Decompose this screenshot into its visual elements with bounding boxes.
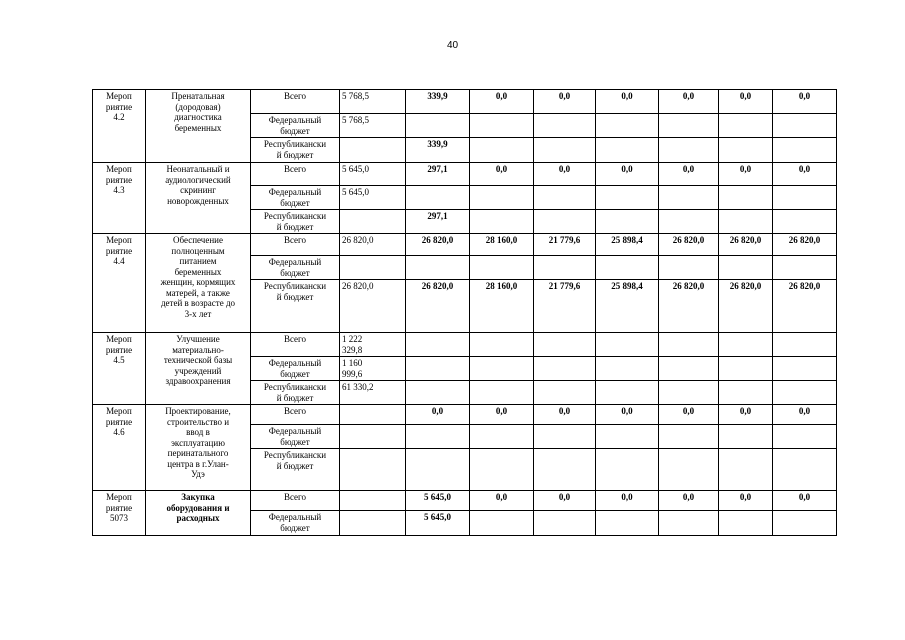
year-amount-2 [470,114,534,138]
funding-source: Всего [251,491,340,511]
year-amount-2: 0,0 [470,163,534,186]
year-amount-4: 0,0 [596,405,659,425]
year-amount-5: 26 820,0 [659,280,719,333]
year-amount-1 [406,114,470,138]
funding-source: Федеральный бюджет [251,114,340,138]
year-amount-1: 297,1 [406,163,470,186]
total-amount: 1 160 999,6 [340,357,406,381]
funding-source: Всего [251,163,340,186]
funding-source: Всего [251,333,340,357]
total-amount: 5 768,5 [340,90,406,114]
year-amount-7: 0,0 [773,163,837,186]
year-amount-4 [596,333,659,357]
year-amount-3 [534,114,596,138]
year-amount-2: 28 160,0 [470,280,534,333]
year-amount-4 [596,381,659,405]
total-amount: 1 222 329,8 [340,333,406,357]
year-amount-1: 0,0 [406,405,470,425]
year-amount-4: 25 898,4 [596,234,659,256]
funding-source: Федеральный бюджет [251,256,340,280]
measure-name: Проектирование, строительство и ввод в эксплуатацию перинатального центра в г.Улан- Удэ [146,405,251,491]
year-amount-5 [659,425,719,449]
year-amount-7 [773,186,837,210]
total-amount: 26 820,0 [340,234,406,256]
year-amount-2 [470,256,534,280]
year-amount-7: 0,0 [773,491,837,511]
year-amount-2 [470,381,534,405]
year-amount-2 [470,511,534,536]
year-amount-5 [659,381,719,405]
year-amount-1: 5 645,0 [406,511,470,536]
year-amount-7 [773,138,837,163]
year-amount-2 [470,138,534,163]
year-amount-7: 0,0 [773,405,837,425]
year-amount-5: 0,0 [659,90,719,114]
table-row [93,90,837,114]
total-amount [340,425,406,449]
year-amount-6: 26 820,0 [719,234,773,256]
measure-id: Мероп риятие 4.3 [93,163,146,234]
year-amount-6 [719,511,773,536]
year-amount-6 [719,186,773,210]
year-amount-5 [659,210,719,234]
year-amount-1: 297,1 [406,210,470,234]
funding-source: Всего [251,90,340,114]
measure-id: Мероп риятие 4.5 [93,333,146,405]
year-amount-2 [470,357,534,381]
measure-name: Пренатальная (дородовая) диагностика беременных [146,90,251,163]
measure-id: Мероп риятие 5073 [93,491,146,536]
year-amount-7 [773,511,837,536]
year-amount-1: 339,9 [406,90,470,114]
year-amount-3: 0,0 [534,163,596,186]
total-amount [340,138,406,163]
total-amount [340,405,406,425]
year-amount-3 [534,138,596,163]
year-amount-5 [659,186,719,210]
measure-name: Неонатальный и аудиологический скрининг новорожденных [146,163,251,234]
year-amount-6: 0,0 [719,90,773,114]
year-amount-2: 0,0 [470,405,534,425]
year-amount-6 [719,210,773,234]
funding-source: Республикански й бюджет [251,210,340,234]
funding-source: Республикански й бюджет [251,138,340,163]
year-amount-6: 0,0 [719,491,773,511]
table-row [93,234,837,256]
year-amount-5 [659,114,719,138]
year-amount-1: 339,9 [406,138,470,163]
total-amount: 5 645,0 [340,186,406,210]
year-amount-6 [719,138,773,163]
year-amount-1 [406,256,470,280]
year-amount-1: 26 820,0 [406,280,470,333]
funding-source: Федеральный бюджет [251,511,340,536]
year-amount-1: 26 820,0 [406,234,470,256]
year-amount-4: 0,0 [596,90,659,114]
measure-id: Мероп риятие 4.6 [93,405,146,491]
year-amount-6 [719,256,773,280]
year-amount-4: 0,0 [596,163,659,186]
year-amount-2 [470,210,534,234]
year-amount-6 [719,333,773,357]
year-amount-3 [534,186,596,210]
year-amount-2: 28 160,0 [470,234,534,256]
year-amount-2: 0,0 [470,90,534,114]
year-amount-3 [534,511,596,536]
year-amount-5 [659,357,719,381]
funding-source: Всего [251,405,340,425]
measure-name: Обеспечение полноценным питанием беременных женщин, кормящих матерей, а также детей в возрасте до 3-х лет [146,234,251,333]
year-amount-4 [596,256,659,280]
total-amount [340,210,406,234]
year-amount-6: 0,0 [719,405,773,425]
budget-table [92,89,837,536]
year-amount-6: 0,0 [719,163,773,186]
table-row [93,405,837,425]
year-amount-7 [773,381,837,405]
measure-name: Закупка оборудования и расходных [146,491,251,536]
year-amount-7: 0,0 [773,90,837,114]
page-number: 40 [446,40,459,51]
year-amount-7 [773,210,837,234]
year-amount-2 [470,333,534,357]
year-amount-2 [470,425,534,449]
year-amount-3 [534,333,596,357]
year-amount-4 [596,210,659,234]
table-row [93,491,837,511]
year-amount-3 [534,256,596,280]
funding-source: Федеральный бюджет [251,425,340,449]
year-amount-3: 0,0 [534,491,596,511]
funding-source: Республикански й бюджет [251,381,340,405]
year-amount-5 [659,449,719,491]
funding-source: Федеральный бюджет [251,357,340,381]
year-amount-3: 21 779,6 [534,234,596,256]
total-amount: 5 768,5 [340,114,406,138]
year-amount-4 [596,449,659,491]
year-amount-2 [470,186,534,210]
year-amount-1 [406,381,470,405]
year-amount-6 [719,449,773,491]
year-amount-4 [596,357,659,381]
year-amount-7 [773,425,837,449]
year-amount-7 [773,256,837,280]
year-amount-3: 0,0 [534,405,596,425]
year-amount-7 [773,333,837,357]
year-amount-1 [406,186,470,210]
year-amount-3: 21 779,6 [534,280,596,333]
year-amount-6: 26 820,0 [719,280,773,333]
year-amount-4 [596,138,659,163]
funding-source: Всего [251,234,340,256]
total-amount: 5 645,0 [340,163,406,186]
measure-id: Мероп риятие 4.2 [93,90,146,163]
table-row [93,333,837,357]
year-amount-5 [659,333,719,357]
total-amount: 26 820,0 [340,280,406,333]
year-amount-6 [719,381,773,405]
year-amount-6 [719,357,773,381]
year-amount-4 [596,114,659,138]
year-amount-5: 0,0 [659,491,719,511]
year-amount-5 [659,256,719,280]
year-amount-5 [659,511,719,536]
year-amount-7 [773,357,837,381]
year-amount-5: 0,0 [659,163,719,186]
year-amount-4: 0,0 [596,491,659,511]
year-amount-7: 26 820,0 [773,280,837,333]
total-amount [340,491,406,511]
year-amount-6 [719,114,773,138]
year-amount-1 [406,357,470,381]
measure-name: Улучшение материально- технической базы учреждений здравоохранения [146,333,251,405]
total-amount [340,449,406,491]
year-amount-1: 5 645,0 [406,491,470,511]
table-row [93,163,837,186]
year-amount-6 [719,425,773,449]
year-amount-3 [534,357,596,381]
year-amount-2: 0,0 [470,491,534,511]
year-amount-1 [406,333,470,357]
year-amount-4 [596,186,659,210]
year-amount-5: 0,0 [659,405,719,425]
funding-source: Республикански й бюджет [251,280,340,333]
year-amount-1 [406,449,470,491]
year-amount-3: 0,0 [534,90,596,114]
year-amount-7 [773,114,837,138]
year-amount-3 [534,210,596,234]
year-amount-1 [406,425,470,449]
year-amount-7 [773,449,837,491]
funding-source: Федеральный бюджет [251,186,340,210]
year-amount-4 [596,511,659,536]
year-amount-3 [534,425,596,449]
year-amount-5 [659,138,719,163]
year-amount-4 [596,425,659,449]
funding-source: Республикански й бюджет [251,449,340,491]
year-amount-3 [534,449,596,491]
total-amount: 61 330,2 [340,381,406,405]
total-amount [340,511,406,536]
year-amount-4: 25 898,4 [596,280,659,333]
year-amount-3 [534,381,596,405]
measure-id: Мероп риятие 4.4 [93,234,146,333]
total-amount [340,256,406,280]
year-amount-7: 26 820,0 [773,234,837,256]
year-amount-2 [470,449,534,491]
year-amount-5: 26 820,0 [659,234,719,256]
